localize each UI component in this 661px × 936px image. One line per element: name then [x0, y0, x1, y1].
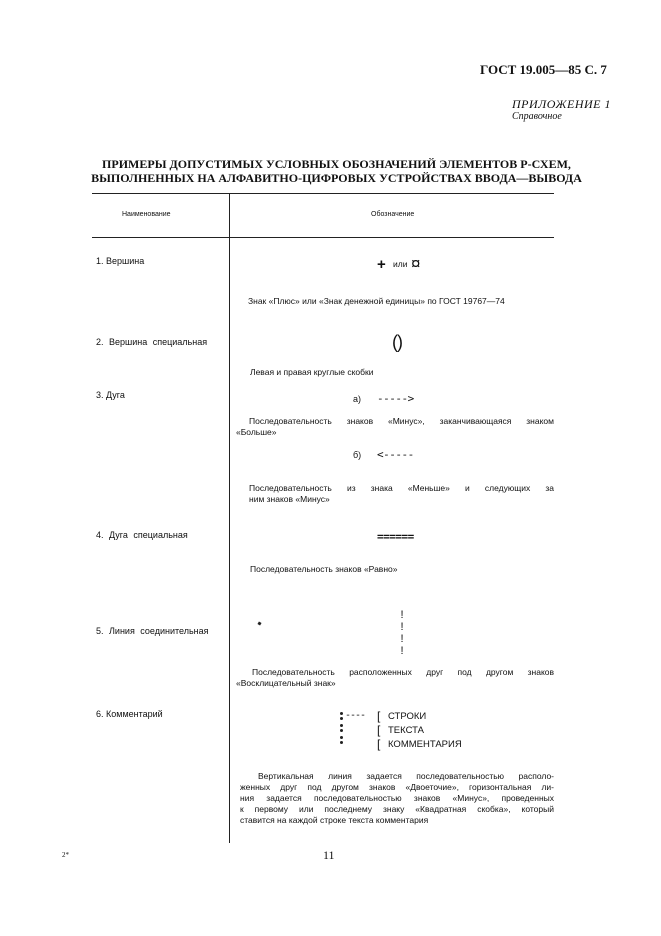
row-name: 3. Дуга: [96, 390, 125, 400]
row-description-line-5: ставится на каждой строке текста комментария: [240, 815, 429, 825]
document-code: ГОСТ 19.005—85 С. 7: [480, 62, 607, 77]
stray-mark: [257, 621, 261, 625]
arc-left-symbol: <-----: [377, 448, 414, 461]
row-name: 4. Дуга специальная: [96, 530, 188, 540]
comment-line: ТЕКСТА: [388, 725, 424, 736]
dash-connector: ----: [345, 710, 366, 721]
row-description-b-line-1: Последовательность из знака «Меньше» и следующих за: [249, 483, 554, 493]
page-number: 11: [323, 848, 335, 862]
exclamation-mark: !: [400, 645, 404, 657]
colon-dot: [340, 736, 343, 739]
exclamation-mark: !: [400, 633, 404, 645]
row-description-line-1: Вертикальная линия задается последовательностью располо-: [258, 771, 554, 781]
page-title-line-2: ВЫПОЛНЕННЫХ НА АЛФАВИТНО-ЦИФРОВЫХ УСТРОЙСТВАХ ВВОДА—ВЫВОДА: [91, 171, 582, 185]
colon-dot: [340, 717, 343, 720]
row-description: Последовательность знаков «Равно»: [250, 564, 398, 574]
exclamation-line-symbol: [399, 609, 405, 657]
row-description-line-2: «Восклицательный знак»: [236, 678, 336, 688]
bracket-symbol: [: [377, 723, 381, 737]
parentheses-symbol: ( ): [392, 332, 400, 352]
column-header-symbol: Обозначение: [371, 211, 415, 218]
appendix-subtitle: Справочное: [512, 111, 562, 122]
row-description-line-3: ния задается последовательностью знаков «Минус», проведенных: [240, 793, 554, 803]
row-name: 2. Вершина специальная: [96, 337, 208, 347]
colon-dot: [340, 729, 343, 732]
colon-dot: [340, 712, 343, 715]
appendix-label: ПРИЛОЖЕНИЕ 1: [512, 97, 611, 111]
equals-arc-symbol: ======: [377, 530, 414, 543]
colon-dot: [340, 741, 343, 744]
bracket-symbol: [: [377, 709, 381, 723]
row-name: 1. Вершина: [96, 256, 145, 266]
currency-symbol: ¤: [411, 254, 421, 273]
plus-symbol: +: [377, 256, 386, 273]
comment-line: СТРОКИ: [388, 711, 427, 722]
table-header-rule: [92, 237, 554, 238]
exclamation-mark: !: [400, 621, 404, 633]
row-description-a-line-1: Последовательность знаков «Минус», заканчивающаяся знаком: [249, 416, 554, 426]
or-text: или: [393, 259, 408, 269]
variant-a-label: а): [353, 394, 362, 404]
row-description-line-2: женных друг под другом знаков «Двоеточие», горизонтальная ли-: [240, 782, 554, 792]
comment-line: КОММЕНТАРИЯ: [388, 739, 462, 750]
row-description-a-line-2: «Больше»: [236, 427, 277, 437]
table-column-divider: [229, 193, 230, 843]
column-header-name: Наименование: [122, 211, 171, 218]
page-title-line-1: ПРИМЕРЫ ДОПУСТИМЫХ УСЛОВНЫХ ОБОЗНАЧЕНИЙ ЭЛЕМЕНТОВ Р-СХЕМ,: [102, 157, 571, 171]
row-description-line-1: Последовательность расположенных друг под другом знаков: [252, 667, 554, 677]
colon-vertical-line: [340, 712, 344, 744]
row-description: Левая и правая круглые скобки: [250, 367, 374, 377]
colon-dot: [340, 724, 343, 727]
exclamation-mark: !: [400, 609, 404, 621]
bracket-symbol: [: [377, 737, 381, 751]
row-name: 5. Линия соединительная: [96, 626, 209, 636]
arc-right-symbol: ----->: [377, 392, 414, 405]
row-description: Знак «Плюс» или «Знак денежной единицы» по ГОСТ 19767—74: [248, 296, 505, 306]
variant-b-label: б): [353, 450, 362, 460]
footnote-mark: 2*: [62, 851, 69, 859]
row-description-line-4: к первому или последнему знаку «Квадратная скобка», который: [240, 804, 554, 814]
row-description-b-line-2: ним знаков «Минус»: [249, 494, 330, 504]
row-name: 6. Комментарий: [96, 709, 163, 719]
table-top-rule: [92, 193, 554, 194]
